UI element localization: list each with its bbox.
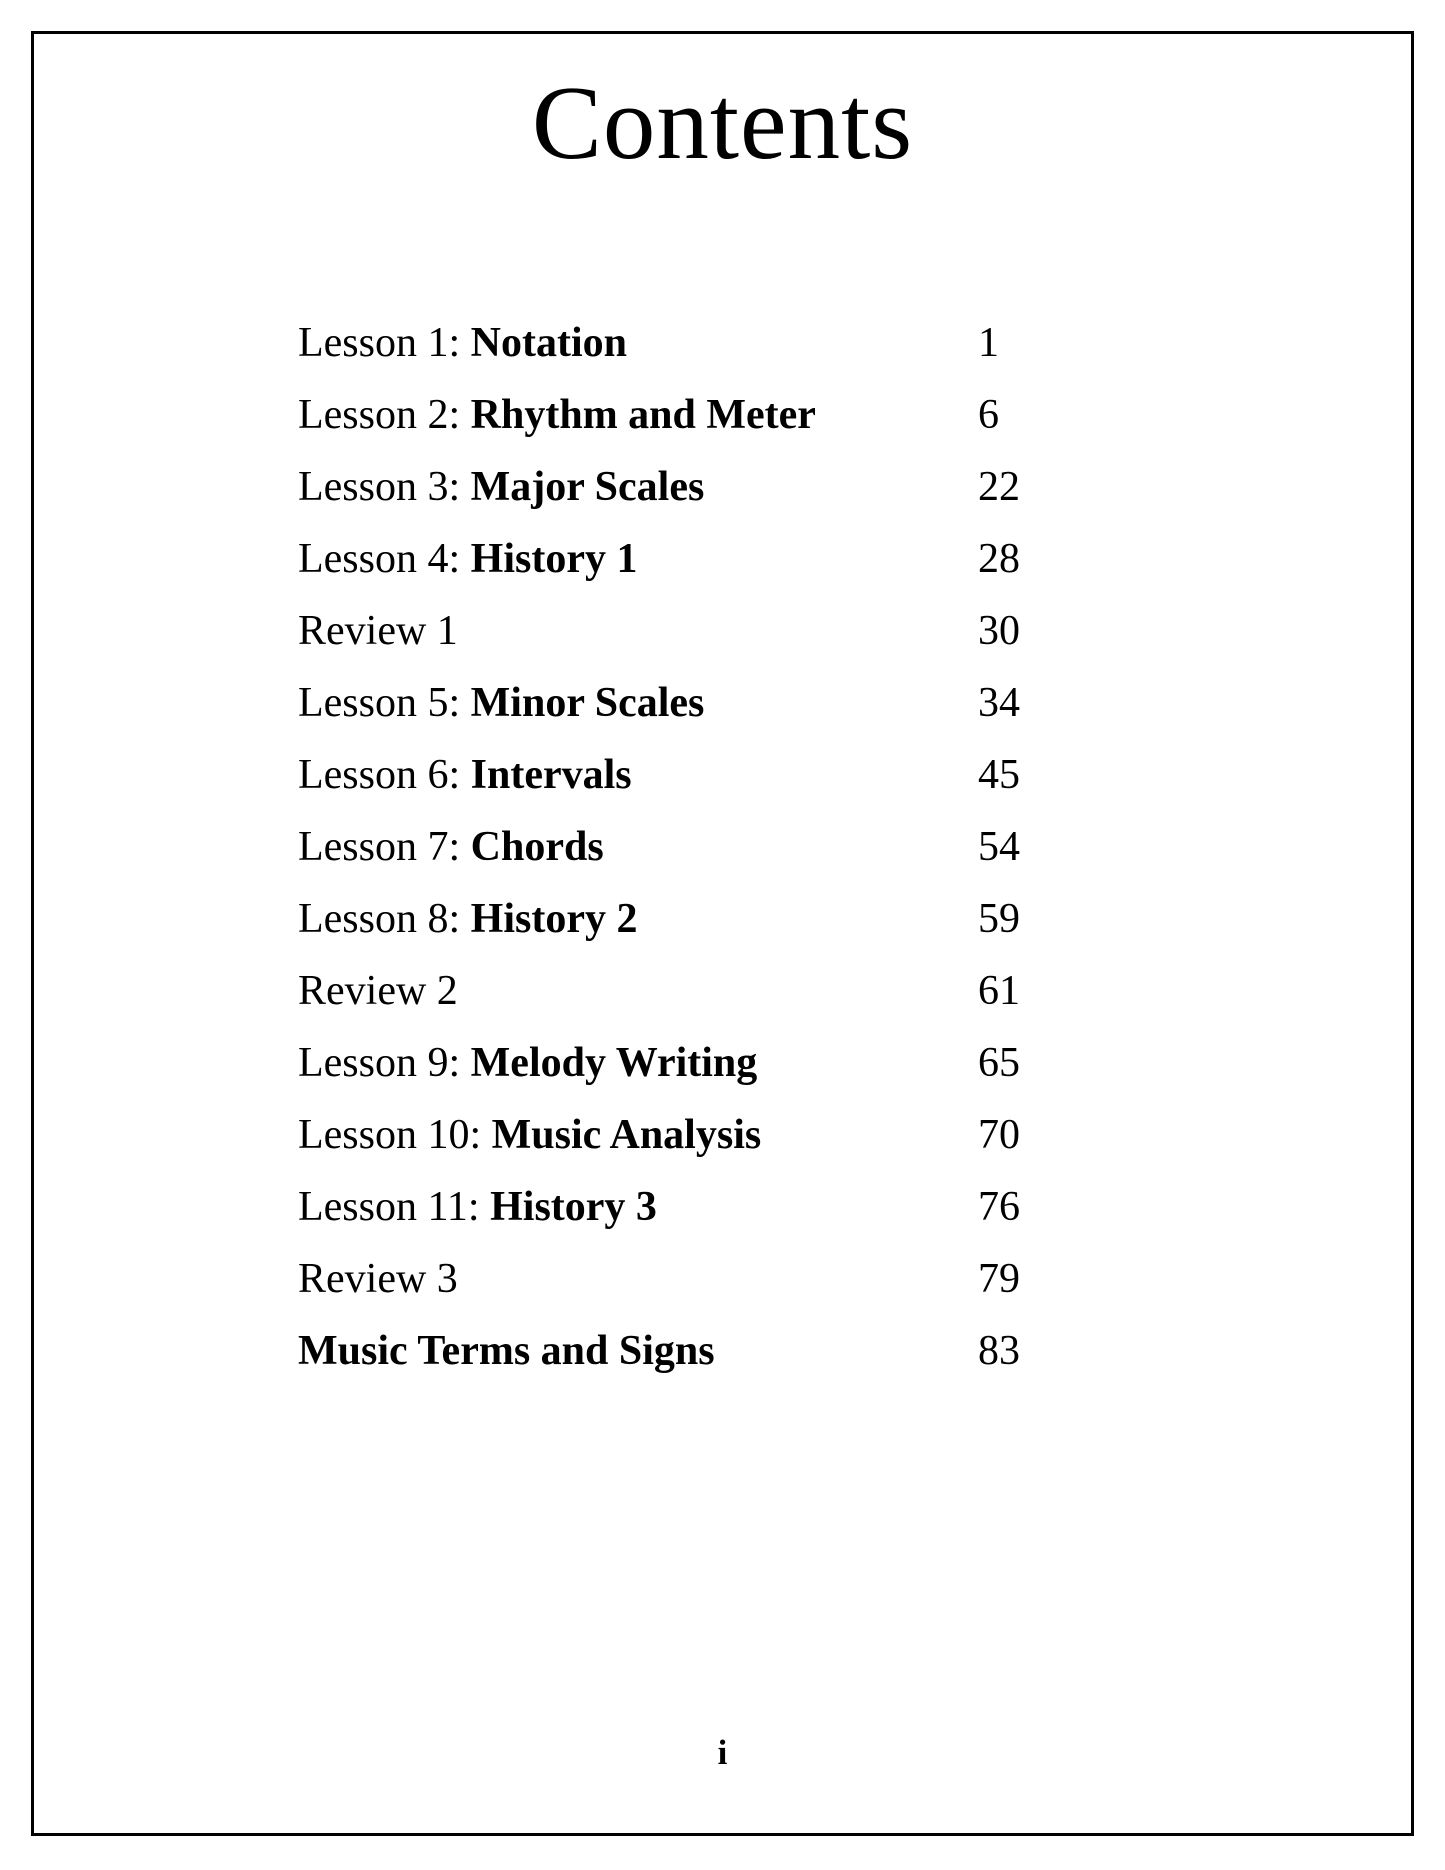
toc-entry-prefix: Lesson 4: (298, 536, 471, 582)
toc-entry-title: Major Scales (470, 464, 705, 510)
toc-entry-prefix: Lesson 2: (298, 392, 471, 438)
toc-entry-title: History 1 (470, 536, 638, 582)
toc-entry (298, 379, 1198, 451)
toc-entry-page-number: 34 (978, 680, 1020, 726)
toc-entry (298, 451, 1198, 523)
toc-entry-prefix: Lesson 3: (298, 464, 471, 510)
toc-entry (298, 883, 1198, 955)
toc-entry-page-number: 70 (978, 1112, 1020, 1158)
toc-entry (298, 667, 1198, 739)
toc-entry-page-number: 30 (978, 608, 1020, 654)
toc-entry-prefix: Lesson 10: (298, 1112, 492, 1158)
toc-entry-page-number: 45 (978, 752, 1020, 798)
toc-entry (298, 1243, 1198, 1315)
toc-entry-prefix: Lesson 5: (298, 680, 471, 726)
toc-entry-prefix: Lesson 1: (298, 320, 471, 366)
toc-entry-title: Intervals (470, 752, 632, 798)
toc-entry-page-number: 1 (978, 320, 999, 366)
toc-entry (298, 1315, 1198, 1387)
toc-entry-page-number: 28 (978, 536, 1020, 582)
toc-entry-title: Chords (470, 824, 604, 870)
toc-entry (298, 1099, 1198, 1171)
toc-entry (298, 955, 1198, 1027)
table-of-contents (298, 307, 1198, 1387)
toc-entry-prefix: Lesson 8: (298, 896, 471, 942)
toc-entry-page-number: 54 (978, 824, 1020, 870)
toc-entry-prefix: Lesson 9: (298, 1040, 471, 1086)
toc-entry (298, 595, 1198, 667)
toc-entry-title: Melody Writing (470, 1040, 758, 1086)
folio-page-number: i (717, 1733, 728, 1772)
toc-entry-title: History 3 (490, 1184, 657, 1230)
toc-entry-page-number: 65 (978, 1040, 1020, 1086)
page-title: Contents (531, 64, 914, 181)
toc-entry-page-number: 83 (978, 1328, 1020, 1374)
toc-entry (298, 1027, 1198, 1099)
toc-entry-prefix: Review 2 (298, 968, 458, 1014)
toc-entry-title: Music Analysis (491, 1112, 762, 1158)
toc-entry-title: Notation (470, 320, 627, 366)
toc-entry-page-number: 22 (978, 464, 1020, 510)
toc-entry-title: Music Terms and Signs (298, 1328, 715, 1374)
toc-entry-title: Minor Scales (470, 680, 705, 726)
toc-entry-prefix: Lesson 11: (298, 1184, 491, 1230)
toc-entry (298, 307, 1198, 379)
toc-entry-prefix: Lesson 6: (298, 752, 471, 798)
toc-entry-page-number: 79 (978, 1256, 1020, 1302)
toc-entry-prefix: Lesson 7: (298, 824, 471, 870)
toc-entry (298, 1171, 1198, 1243)
toc-entry-title: Rhythm and Meter (470, 392, 816, 438)
toc-entry-page-number: 6 (978, 392, 999, 438)
toc-entry-prefix: Review 1 (298, 608, 458, 654)
toc-entry (298, 811, 1198, 883)
toc-entry-page-number: 76 (978, 1184, 1020, 1230)
toc-entry-page-number: 59 (978, 896, 1020, 942)
toc-entry (298, 523, 1198, 595)
toc-entry (298, 739, 1198, 811)
toc-entry-prefix: Review 3 (298, 1256, 458, 1302)
toc-entry-title: History 2 (470, 896, 638, 942)
toc-entry-page-number: 61 (978, 968, 1020, 1014)
